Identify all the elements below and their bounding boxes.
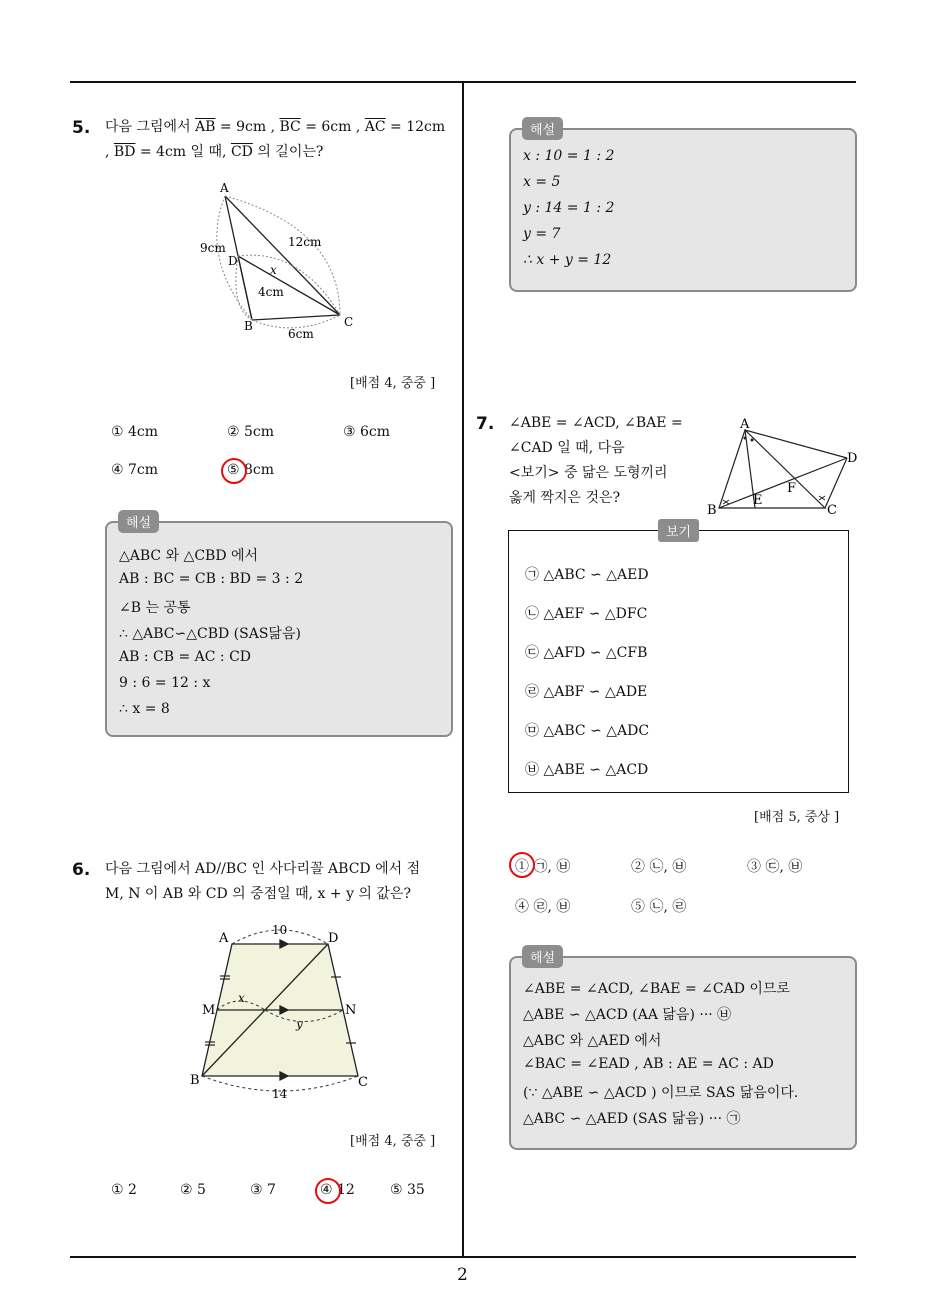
q7-fig-label-F: F xyxy=(787,481,797,496)
q5-fig-label-A: A xyxy=(220,181,229,195)
q7-bogi-item: ㉥ △ABE ∽ △ACD xyxy=(525,762,649,778)
q7-option-3[interactable]: ③ ㉢, ㉥ xyxy=(747,859,803,875)
q5-fig-label-B: B xyxy=(244,319,253,333)
q5-figure xyxy=(190,178,370,343)
q6-fig-label-bottom: 14 xyxy=(272,1087,288,1101)
q6-solution-line: y = 7 xyxy=(523,226,561,242)
q7-number: 7. xyxy=(476,414,495,434)
q5-solution-line: ∴ x = 8 xyxy=(119,701,170,717)
q6-question-line1: 다음 그림에서 AD//BC 인 사다리꼴 ABCD 에서 점 xyxy=(105,861,421,877)
q6-number: 6. xyxy=(72,860,91,880)
q5-fig-label-bd: 4cm xyxy=(258,285,284,299)
q5-fig-label-bc: 6cm xyxy=(288,327,314,341)
q6-solution-tag: 해설 xyxy=(522,117,563,140)
q7-solution-tag: 해설 xyxy=(522,945,563,968)
q7-option-4[interactable]: ④ ㉣, ㉥ xyxy=(515,899,571,915)
q7-option-1[interactable]: ① ㉠, ㉥ xyxy=(515,859,571,875)
q5-solution-box xyxy=(105,521,453,737)
q7-solution-line: △ABC 와 △AED 에서 xyxy=(523,1033,662,1049)
q7-fig-label-A: A xyxy=(740,417,750,432)
q6-score: [배점 4, 중중 ] xyxy=(350,1134,436,1149)
bottom-rule xyxy=(70,1256,856,1258)
column-divider xyxy=(462,82,464,1258)
q6-fig-label-N: N xyxy=(345,1003,357,1018)
q6-question-line2: M, N 이 AB 와 CD 의 중점일 때, x + y 의 값은? xyxy=(105,886,411,902)
q7-fig-label-E: E xyxy=(753,493,763,508)
q7-question-line: <보기> 중 닮은 도형끼리 xyxy=(509,465,668,481)
q7-solution-line: △ABE ∽ △ACD (AA 닮음) ··· ㉥ xyxy=(523,1007,732,1023)
q6-option-1[interactable]: ① 2 xyxy=(111,1182,137,1198)
q7-bogi-item: ㉢ △AFD ∽ △CFB xyxy=(525,645,648,661)
q6-solution-line: y : 14 = 1 : 2 xyxy=(523,200,615,216)
q7-bogi-item: ㉣ △ABF ∽ △ADE xyxy=(525,684,648,700)
q5-answer-mark xyxy=(221,458,247,484)
q7-question-line: ∠ABE = ∠ACD, ∠BAE = xyxy=(509,415,683,431)
q5-question xyxy=(105,115,460,165)
q6-option-5[interactable]: ⑤ 35 xyxy=(390,1182,425,1198)
q6-fig-label-C: C xyxy=(358,1075,368,1090)
q7-bogi-item: ㉡ △AEF ∽ △DFC xyxy=(525,606,648,622)
q6-solution-line: x : 10 = 1 : 2 xyxy=(523,148,615,164)
q7-fig-label-B: B xyxy=(707,503,717,518)
q5-solution-line: 9 : 6 = 12 : x xyxy=(119,675,211,691)
q6-solution-box xyxy=(509,128,857,292)
q6-figure xyxy=(190,918,378,1106)
q5-option-1[interactable]: ① 4cm xyxy=(111,424,159,440)
q6-fig-label-y: y xyxy=(296,1017,303,1031)
q7-bogi-box xyxy=(508,530,849,793)
q5-number: 5. xyxy=(72,118,91,138)
q7-question-line: 옳게 짝지은 것은? xyxy=(509,490,621,506)
q5-solution-line: AB : CB = AC : CD xyxy=(119,649,252,665)
q7-solution-line: ∠BAC = ∠EAD , AB : AE = AC : AD xyxy=(523,1056,774,1072)
q5-question-line2: , $\overline{BD} = 4cm$ 일 때, $\overline{CD}$ 의 길이는? xyxy=(105,144,324,160)
q5-solution-line: AB : BC = CB : BD = 3 : 2 xyxy=(119,571,304,587)
q6-option-3[interactable]: ③ 7 xyxy=(250,1182,276,1198)
q6-answer-mark xyxy=(315,1178,341,1204)
q6-solution-line: x = 5 xyxy=(523,174,561,190)
q5-solution-line: ∠B 는 공통 xyxy=(119,600,191,616)
q5-option-3[interactable]: ③ 6cm xyxy=(343,424,391,440)
q5-option-5[interactable]: ⑤ 8cm xyxy=(227,462,275,478)
q7-solution-line: ∠ABE = ∠ACD, ∠BAE = ∠CAD 이므로 xyxy=(523,981,790,997)
q7-fig-label-D: D xyxy=(847,451,858,466)
q7-option-2[interactable]: ② ㉡, ㉥ xyxy=(631,859,687,875)
q7-question xyxy=(509,411,709,511)
q5-fig-label-C: C xyxy=(344,315,354,329)
q6-fig-label-D: D xyxy=(328,931,339,946)
q6-question xyxy=(105,857,460,907)
q6-fig-label-top: 10 xyxy=(272,923,288,937)
q5-score: [배점 4, 중중 ] xyxy=(350,376,436,391)
q7-question-line: ∠CAD 일 때, 다음 xyxy=(509,440,625,456)
q5-fig-label-D: D xyxy=(228,254,238,268)
q5-fig-label-ab: 9cm xyxy=(200,241,226,255)
q5-question-line1: 다음 그림에서 $\overline{AB} = 9cm$ , $\overline{BC} = 6cm$ , $\overline{AC} = 12cm$ xyxy=(105,119,446,135)
q6-option-4[interactable]: ④ 12 xyxy=(320,1182,355,1198)
q6-fig-label-B: B xyxy=(190,1073,200,1088)
q7-solution-line: (∵ △ABE ∽ △ACD ) 이므로 SAS 닮음이다. xyxy=(523,1085,799,1101)
q7-answer-mark xyxy=(509,852,535,878)
q7-fig-label-C: C xyxy=(827,503,837,518)
q7-bogi-item: ㉠ △ABC ∽ △AED xyxy=(525,567,649,583)
q7-figure xyxy=(705,416,865,520)
q5-solution-tag: 해설 xyxy=(118,510,159,533)
q6-solution-line: ∴ x + y = 12 xyxy=(523,252,612,268)
q7-bogi-tag: 보기 xyxy=(658,519,699,542)
q5-solution-line: △ABC 와 △CBD 에서 xyxy=(119,548,259,564)
q6-fig-label-A: A xyxy=(219,931,229,946)
q5-solution-line: ∴ △ABC∽△CBD (SAS닮음) xyxy=(119,626,301,642)
page-number: 2 xyxy=(457,1265,468,1285)
q6-option-2[interactable]: ② 5 xyxy=(180,1182,206,1198)
q7-bogi-item: ㉤ △ABC ∽ △ADC xyxy=(525,723,650,739)
q5-option-4[interactable]: ④ 7cm xyxy=(111,462,159,478)
q5-option-2[interactable]: ② 5cm xyxy=(227,424,275,440)
q6-fig-label-x: x xyxy=(238,991,245,1005)
q7-solution-line: △ABC ∽ △AED (SAS 닮음) ··· ㉠ xyxy=(523,1111,741,1127)
q5-fig-label-ac: 12cm xyxy=(288,235,322,249)
q7-solution-box xyxy=(509,956,857,1150)
q7-option-5[interactable]: ⑤ ㉡, ㉣ xyxy=(631,899,687,915)
q5-fig-label-x: x xyxy=(270,263,277,277)
q6-fig-label-M: M xyxy=(202,1003,216,1018)
q7-score: [배점 5, 중상 ] xyxy=(754,810,840,825)
